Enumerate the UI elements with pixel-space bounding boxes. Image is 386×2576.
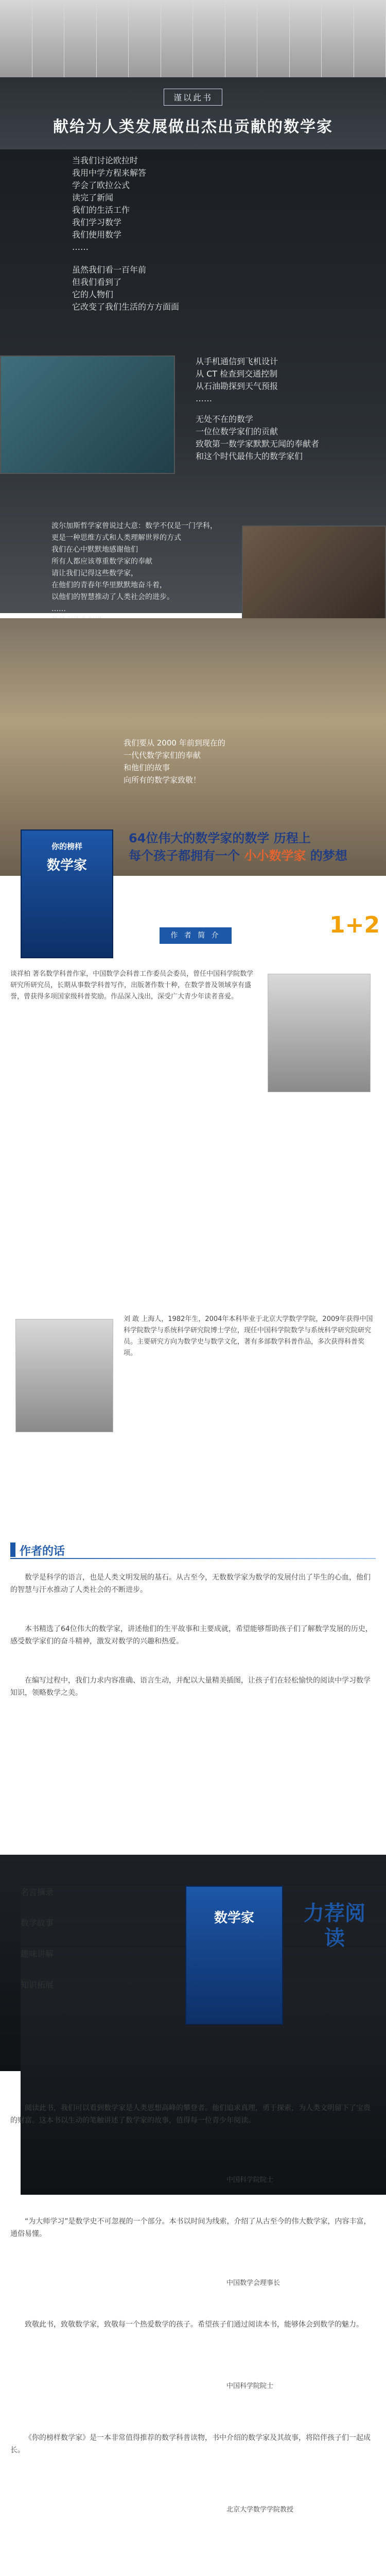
poem-line: …… [51,605,66,613]
section-bar [10,1543,15,1557]
hero-title: 献给为人类发展做出杰出贡献的数学家 [53,118,333,136]
author-words-paragraph: 数学是科学的语言，也是人类文明发展的基石。从古至今，无数数学家为数学的发展付出了毕生的心血，他们的智慧与汗水推动了人类社会的不断进步。 [10,1573,371,1594]
poem-line: 以他们的智慧推动了人类社会的进步。 [51,593,174,601]
poem-line: 请让我们记得这些数学家， [51,569,138,578]
book-subtitle: 你的榜样 [51,842,82,851]
showcase-tag: 名言摘录 [21,1886,386,2102]
poem-line: 我用中学方程来解答 [72,168,147,178]
portrait [354,0,386,77]
poem-line: 一位位数学家们的贡献 [196,427,278,436]
author-1-bio [10,969,257,1003]
poem-line: 向所有的数学家致敬！ [124,775,201,785]
book-cover-2 [185,1886,283,2025]
poem-line: 在他们的青春年华里默默地奋斗着， [51,581,167,589]
poem-line: 我们的生活工作 [72,205,130,215]
promo-line-2: 每个孩子都拥有一个 [129,849,244,863]
poem-line: 但我们看到了 [72,277,122,287]
review-paragraph: 致敬此书，致敬数学家，致敬每一个热爱数学的孩子。希望孩子们通过阅读本书，能够体会到数学的魅力。 [25,2320,363,2329]
author-1-photo [268,974,371,1092]
badge: 1+2 [329,912,380,938]
author-words-paragraph: 在编写过程中，我们力求内容准确、语言生动，并配以大量精美插图，让孩子们在轻松愉快的阅读中学习数学知识，领略数学之美。 [10,1676,371,1697]
promo-highlight: 小小数学家 [244,849,306,863]
book-cover [21,829,113,958]
portrait [129,0,161,77]
poem-block-1 [72,155,179,313]
portrait [322,0,354,77]
author-2-bio [124,1314,376,1359]
hero-banner [0,77,386,149]
author-2-text: 刘 敢 上海人，1982年生，2004年本科毕业于北京大学数学学院，2009年获得中国科学院数学与系统科学研究院博士学位，现任中国科学院数学与系统科学研究院研究员。主要研究方向为数学史与数学文化，著有多部数学科普作品，多次获得科普奖项。 [124,1315,373,1357]
poem-line: 它改变了我们生活的方方面面 [72,302,180,312]
portrait [161,0,194,77]
review-signature: 中国数学会理事长 [226,2279,280,2287]
book-title: 数学家 [46,858,87,873]
poem-block-2 [196,355,319,463]
poem-line: 致敬第一数学家默默无闻的奉献者 [196,439,320,449]
poem-line: …… [72,242,89,252]
review-paragraph: 《你的榜样数学家》是一本非常值得推荐的数学科普读物，书中介绍的数学家及其故事，将陪伴孩子们一起成长。 [10,2434,371,2454]
poem-line: 无处不在的数学 [196,414,254,424]
poem-line: 从 CT 检查到交通控制 [196,369,278,379]
portrait [64,0,97,77]
section-title: 作者的话 [20,1545,65,1558]
review-paragraph: “为大师学习”是数学史不可忽视的一个部分。本书以时间为线索，介绍了从古至今的伟大数学家，内容丰富，通俗易懂。 [10,2217,371,2238]
poem-line: 所有人都应该尊重数学家的奉献 [51,557,152,566]
portrait [32,0,65,77]
review-signature: 中国科学院院士 [226,2176,274,2184]
poem-line: 和这个时代最伟大的数学家们 [196,451,303,461]
book-title: 数学家 [214,1910,254,1926]
poem-line: 我们使用数学 [72,230,122,240]
portrait-strip [0,0,386,77]
poem-line: 当我们讨论欧拉时 [72,156,138,165]
author-1-text: 谈祥柏 著名数学科普作家，中国数学会科普工作委员会委员，曾任中国科学院数学研究所研究员，长期从事数学科普写作，出版著作数十种，在数学普及领域享有盛誉，曾获得多项国家级科普奖励。作品深入浅出，深受广大青少年读者喜爱。 [10,970,254,1001]
showcase-tag: 趣味讲解 [21,1947,386,2164]
portrait [257,0,290,77]
promo-line-2-end: 的梦想 [306,849,347,863]
showcase-tag: 知识拓展 [21,1978,386,2195]
poem-line: 它的人物们 [72,290,114,299]
review-paragraph: 阅读此书，我们可以看到数学家是人类思想高峰的攀登者。他们追求真理，勇于探索，为人类文明留下了宝贵的财富。这本书以生动的笔触讲述了数学家的故事，值得每一位青少年阅读。 [10,2104,371,2125]
poem-line: 我们学习数学 [72,217,122,227]
poem-line: 读完了新闻 [72,193,114,202]
portrait [97,0,129,77]
poem-line: 我们在心中默默地感谢他们 [51,546,138,554]
section-underline [10,1558,376,1559]
poem-line: …… [196,394,212,403]
poem-line: 波尔加斯哲学家曾说过大意：数学不仅是一门学科， [51,522,217,530]
portrait [290,0,322,77]
poem-line: 从手机通信到飞机设计 [196,357,278,366]
portrait [0,0,32,77]
authors-intro-bar [160,927,314,944]
author-2-photo [15,1319,113,1432]
portrait [225,0,258,77]
promo-line-1: 64位伟大的数学家的数学 历程上 [129,831,311,845]
poem-line: 虽然我们看一百年前 [72,265,147,275]
promo-headline [129,829,376,865]
author-words-paragraph: 本书精选了64位伟大的数学家，讲述他们的生平故事和主要成就，希望能够帮助孩子们了解数学发展的历史，感受数学家们的奋斗精神，激发对数学的兴趣和热爱。 [10,1625,373,1646]
poem-line: 从石油勘探到天气预报 [196,381,278,391]
review-signature: 北京大学数学学院教授 [226,2506,294,2514]
poem-line: 更是一种思维方式和人类理解世界的方式 [51,534,181,542]
poem-line: 我们要从 2000 年前到现在的 [124,738,225,748]
review-signature: 中国科学院院士 [226,2382,274,2390]
boy-photo [0,355,175,474]
recommend-title: 力荐阅读 [304,1902,365,1950]
authors-intro-label: 作 者 简 介 [160,927,232,944]
poem-line: 和他们的故事 [124,763,170,772]
showcase-tag: 数学故事 [21,1917,386,2133]
poem-line: 学会了欧拉公式 [72,180,130,190]
dedication-tag: 谨以此书 [164,89,222,106]
poem-block-4 [124,737,225,786]
poem-line: 一代代数学家们的奉献 [124,751,201,760]
portrait [193,0,225,77]
section-heading-words [10,1540,376,1559]
